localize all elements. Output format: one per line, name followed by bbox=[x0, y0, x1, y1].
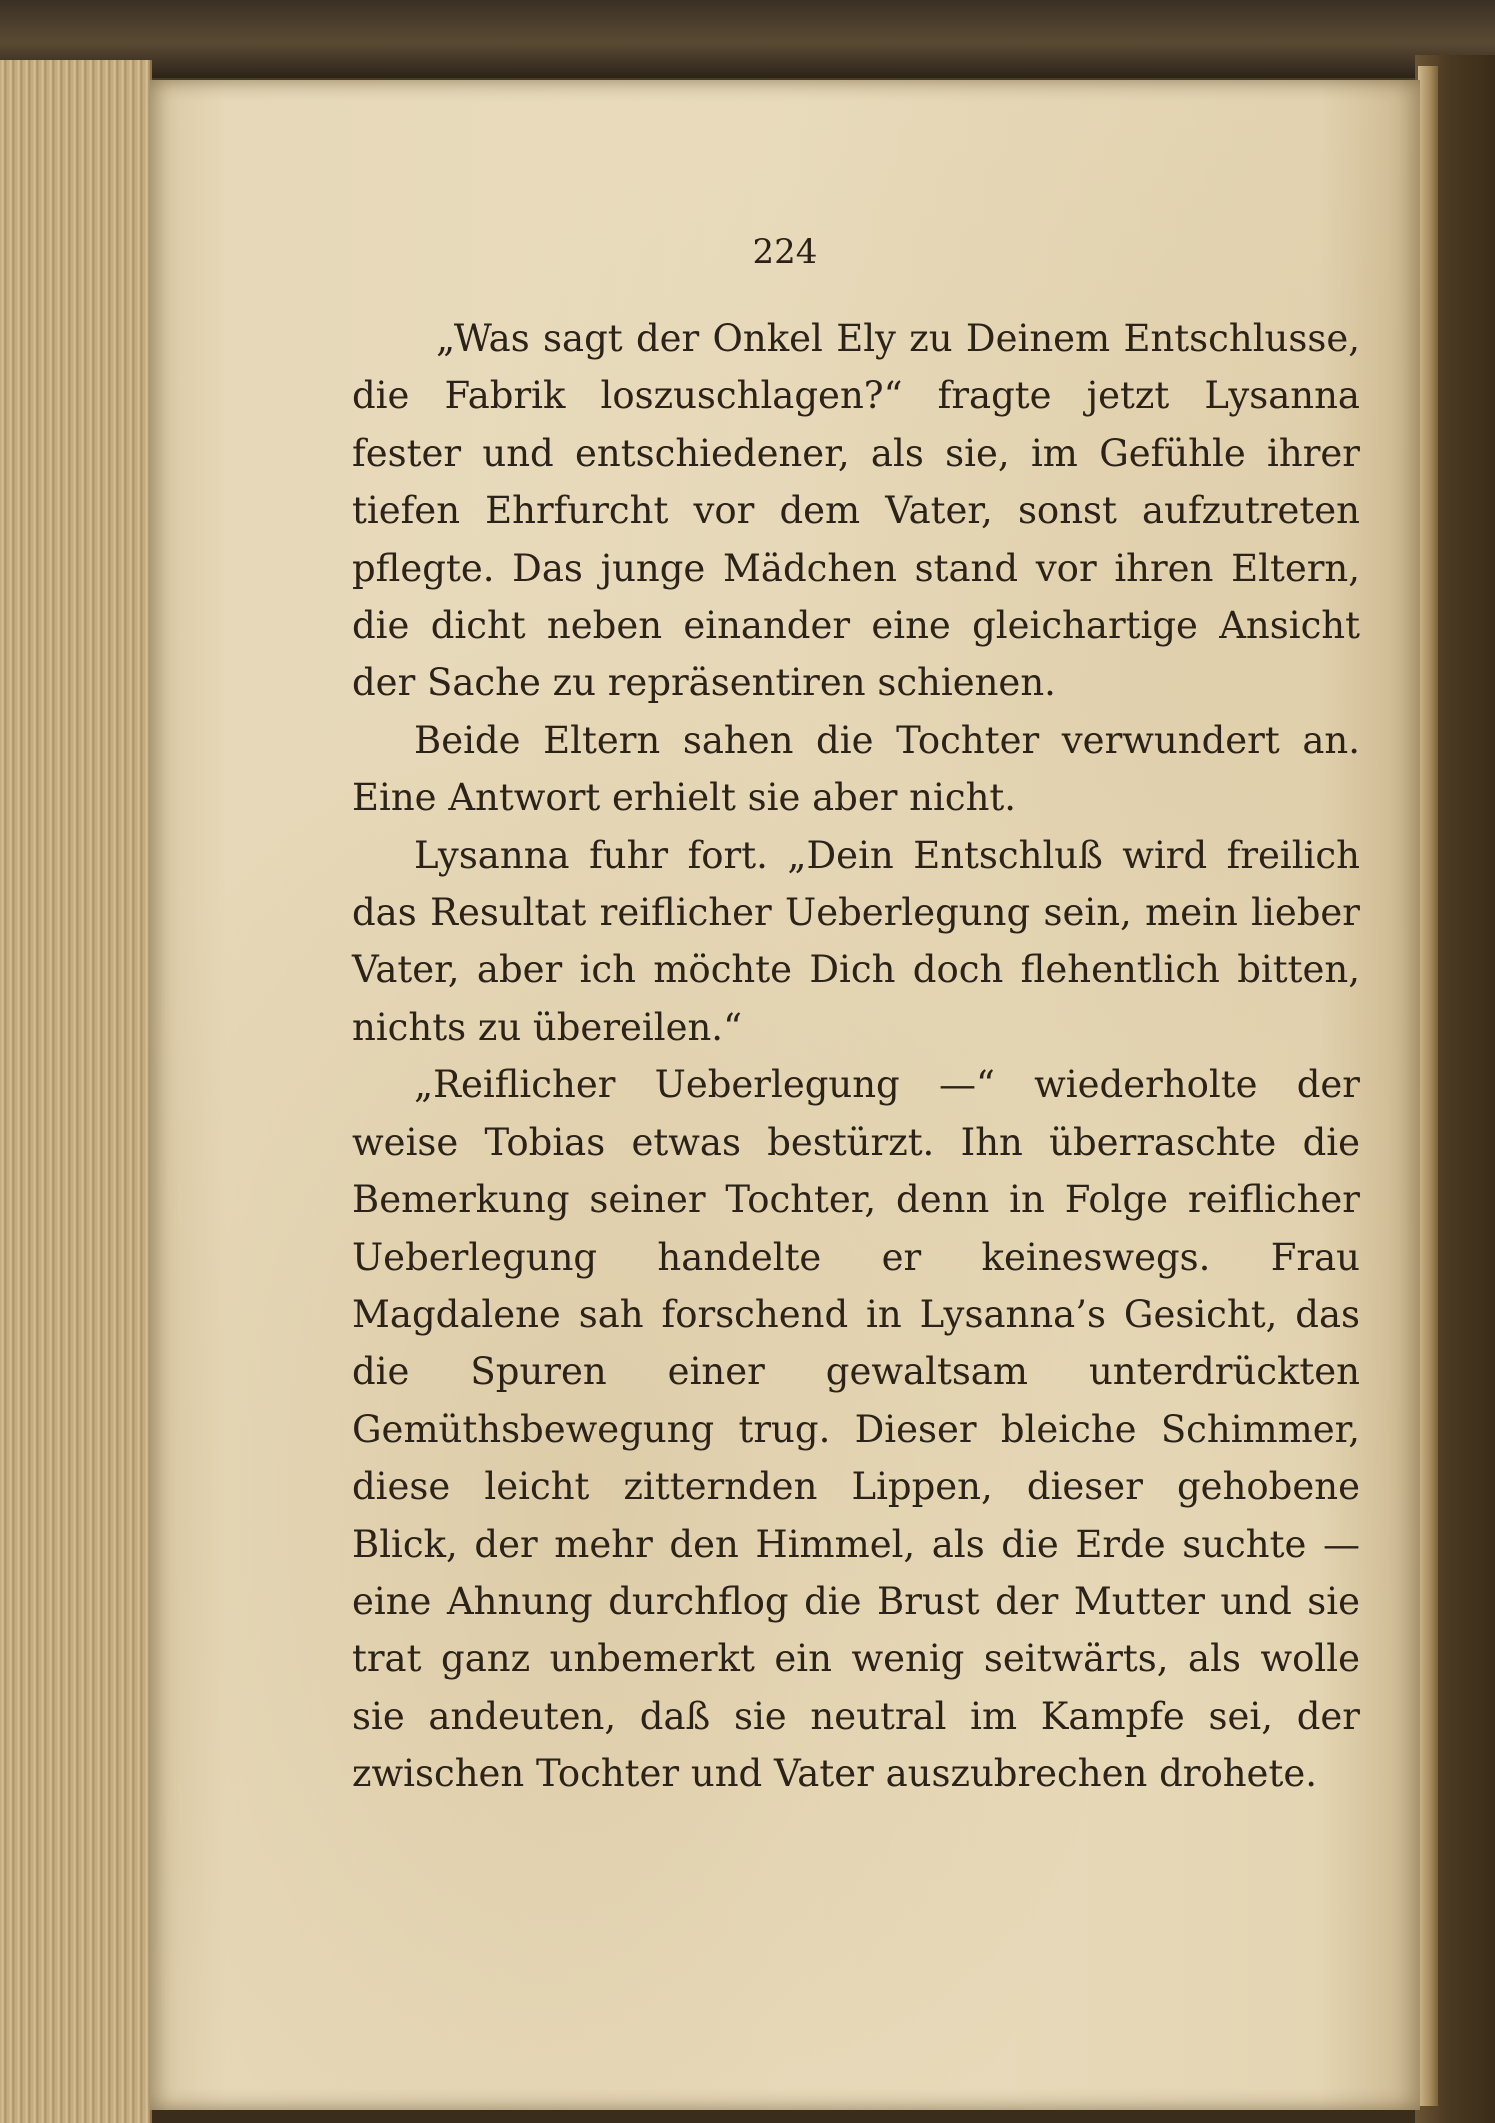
book-page bbox=[150, 80, 1420, 2110]
page-body-text bbox=[352, 310, 1360, 1803]
page-stack-left bbox=[0, 60, 152, 2123]
page-edge-right bbox=[1418, 66, 1438, 2106]
book-binding-top bbox=[0, 0, 1495, 78]
paragraph-3: Lysanna fuhr fort. „Dein Entschluß wird freilich das Resultat reiflicher Ueberlegung sein, mein lieber Vater, aber ich möchte Dich doch flehentlich bitten, nichts zu übereilen.“ bbox=[352, 833, 1360, 1049]
paragraph-4: „Reiflicher Ueberlegung —“ wiederholte der weise Tobias etwas bestürzt. Ihn überraschte die Bemerkung seiner Tochter, denn in Folge reiflicher Ueberlegung handelte er keineswegs. Frau Magdalene sah forschend in Lysanna’s Gesicht, das die Spuren einer gewaltsam unterdrückten Gemüthsbewegung trug. Dieser bleiche Schimmer, diese leicht zitternden Lippen, dieser gehobene Blick, der mehr den Himmel, als die Erde suchte — eine Ahnung durchflog die Brust der Mutter und sie trat ganz unbemerkt ein wenig seitwärts, als wolle sie andeuten, daß sie neutral im Kampfe sei, der zwischen Tochter und Vater auszubrechen drohete. bbox=[352, 1063, 1360, 1796]
paragraph-1: „Was sagt der Onkel Ely zu Deinem Entschlusse, die Fabrik loszuschlagen?“ fragte jetzt Lysanna fester und entschiedener, als sie, im Gefühle ihrer tiefen Ehrfurcht vor dem Vater, sonst aufzutreten pflegte. Das junge Mädchen stand vor ihren Eltern, die dicht neben einander eine gleichartige Ansicht der Sache zu repräsentiren schienen. bbox=[352, 317, 1360, 705]
paragraph-2: Beide Eltern sahen die Tochter verwundert an. Eine Antwort erhielt sie aber nicht. bbox=[352, 718, 1360, 820]
page-number: 224 bbox=[752, 232, 818, 272]
